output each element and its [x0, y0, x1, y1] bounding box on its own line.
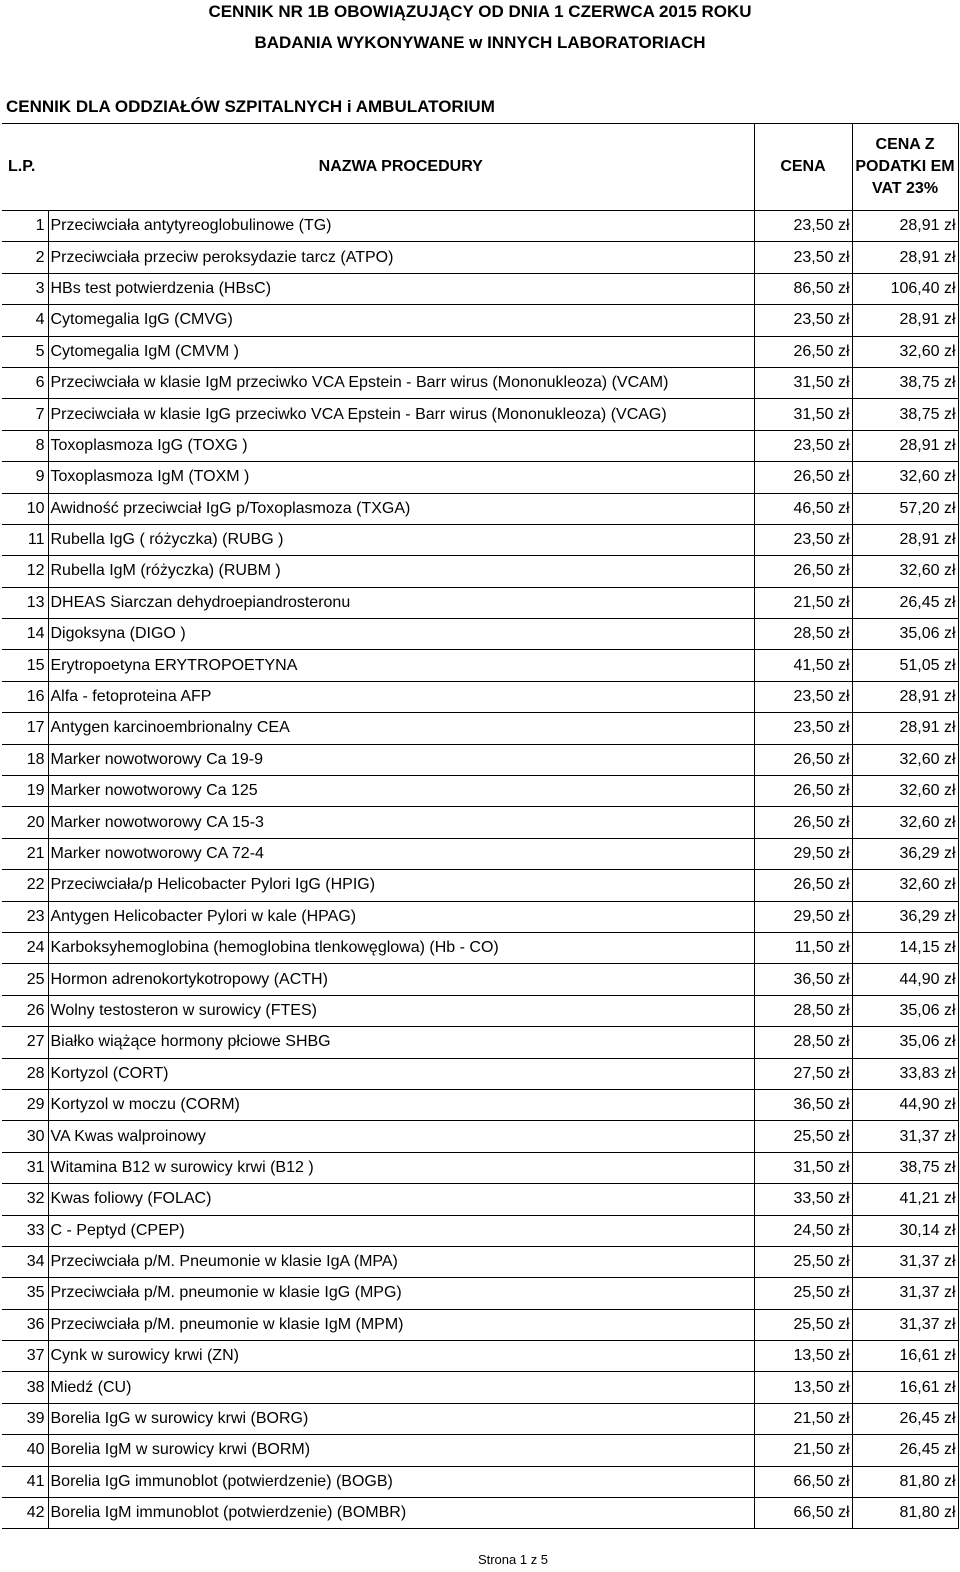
price-with-vat: 38,75 zł: [852, 1152, 958, 1183]
price: 29,50 zł: [754, 838, 852, 869]
row-number: 5: [2, 336, 48, 367]
price: 26,50 zł: [754, 556, 852, 587]
table-row: [2, 744, 958, 775]
row-number: 15: [2, 650, 48, 681]
column-header-price-vat: CENA Z PODATKI EM VAT 23%: [852, 124, 958, 211]
row-number: 11: [2, 524, 48, 555]
price: 28,50 zł: [754, 995, 852, 1026]
price-with-vat: 28,91 zł: [852, 430, 958, 461]
table-row: [2, 1435, 958, 1466]
table-row: [2, 1278, 958, 1309]
price-with-vat: 36,29 zł: [852, 901, 958, 932]
row-number: 27: [2, 1027, 48, 1058]
procedure-name: HBs test potwierdzenia (HBsC): [48, 273, 754, 304]
table-row: [2, 1058, 958, 1089]
price: 31,50 zł: [754, 1152, 852, 1183]
price: 27,50 zł: [754, 1058, 852, 1089]
column-header-name: NAZWA PROCEDURY: [48, 124, 754, 211]
table-row: [2, 619, 958, 650]
table-row: [2, 807, 958, 838]
table-row: [2, 713, 958, 744]
price-with-vat: 35,06 zł: [852, 1027, 958, 1058]
price: 66,50 zł: [754, 1466, 852, 1497]
price: 25,50 zł: [754, 1121, 852, 1152]
price: 26,50 zł: [754, 336, 852, 367]
table-row: [2, 273, 958, 304]
price-with-vat: 32,60 zł: [852, 744, 958, 775]
row-number: 38: [2, 1372, 48, 1403]
price-with-vat: 28,91 zł: [852, 242, 958, 273]
price: 31,50 zł: [754, 399, 852, 430]
price-with-vat: 41,21 zł: [852, 1184, 958, 1215]
price: 21,50 zł: [754, 587, 852, 618]
table-row: [2, 1152, 958, 1183]
row-number: 17: [2, 713, 48, 744]
table-row: [2, 524, 958, 555]
procedure-name: VA Kwas walproinowy: [48, 1121, 754, 1152]
document-title: CENNIK NR 1B OBOWIĄZUJĄCY OD DNIA 1 CZERWCA 2015 ROKU: [208, 2, 752, 21]
price: 33,50 zł: [754, 1184, 852, 1215]
price-with-vat: 31,37 zł: [852, 1246, 958, 1277]
price: 25,50 zł: [754, 1278, 852, 1309]
procedure-name: Kortyzol w moczu (CORM): [48, 1089, 754, 1120]
price: 26,50 zł: [754, 870, 852, 901]
price-with-vat: 51,05 zł: [852, 650, 958, 681]
price: 21,50 zł: [754, 1403, 852, 1434]
procedure-name: Przeciwciała/p Helicobacter Pylori IgG (HPIG): [48, 870, 754, 901]
procedure-name: Rubella IgM (różyczka) (RUBM ): [48, 556, 754, 587]
table-row: [2, 1089, 958, 1120]
row-number: 3: [2, 273, 48, 304]
price-with-vat: 38,75 zł: [852, 367, 958, 398]
table-row: [2, 399, 958, 430]
procedure-name: Erytropoetyna ERYTROPOETYNA: [48, 650, 754, 681]
page-number: Strona 1 z 5: [477, 1552, 549, 1567]
price: 23,50 zł: [754, 713, 852, 744]
procedure-name: Marker nowotworowy Ca 19-9: [48, 744, 754, 775]
row-number: 19: [2, 776, 48, 807]
table-header-row: [2, 124, 958, 211]
price-with-vat: 44,90 zł: [852, 1089, 958, 1120]
price: 36,50 zł: [754, 964, 852, 995]
table-row: [2, 1309, 958, 1340]
table-row: [2, 964, 958, 995]
table-row: [2, 462, 958, 493]
procedure-name: Przeciwciała w klasie IgM przeciwko VCA Epstein - Barr wirus (Mononukleoza) (VCAM): [48, 367, 754, 398]
procedure-name: Przeciwciała w klasie IgG przeciwko VCA Epstein - Barr wirus (Mononukleoza) (VCAG): [48, 399, 754, 430]
price: 46,50 zł: [754, 493, 852, 524]
price: 23,50 zł: [754, 305, 852, 336]
table-row: [2, 556, 958, 587]
table-row: [2, 587, 958, 618]
price-table: [2, 123, 959, 1529]
price: 13,50 zł: [754, 1341, 852, 1372]
procedure-name: Digoksyna (DIGO ): [48, 619, 754, 650]
row-number: 36: [2, 1309, 48, 1340]
price: 26,50 zł: [754, 462, 852, 493]
procedure-name: Antygen Helicobacter Pylori w kale (HPAG): [48, 901, 754, 932]
procedure-name: Witamina B12 w surowicy krwi (B12 ): [48, 1152, 754, 1183]
table-row: [2, 1184, 958, 1215]
procedure-name: Toxoplasmoza IgG (TOXG ): [48, 430, 754, 461]
table-row: [2, 1403, 958, 1434]
price: 11,50 zł: [754, 932, 852, 963]
table-row: [2, 1372, 958, 1403]
price: 23,50 zł: [754, 242, 852, 273]
price: 24,50 zł: [754, 1215, 852, 1246]
row-number: 8: [2, 430, 48, 461]
table-row: [2, 1246, 958, 1277]
price: 31,50 zł: [754, 367, 852, 398]
table-row: [2, 211, 958, 242]
table-row: [2, 242, 958, 273]
price-with-vat: 26,45 zł: [852, 587, 958, 618]
row-number: 2: [2, 242, 48, 273]
price-with-vat: 30,14 zł: [852, 1215, 958, 1246]
procedure-name: Alfa - fetoproteina AFP: [48, 681, 754, 712]
table-row: [2, 1498, 958, 1529]
price-with-vat: 28,91 zł: [852, 524, 958, 555]
price-with-vat: 28,91 zł: [852, 713, 958, 744]
row-number: 21: [2, 838, 48, 869]
procedure-name: DHEAS Siarczan dehydroepiandrosteronu: [48, 587, 754, 618]
price: 26,50 zł: [754, 776, 852, 807]
price: 25,50 zł: [754, 1309, 852, 1340]
row-number: 9: [2, 462, 48, 493]
table-row: [2, 305, 958, 336]
table-row: [2, 367, 958, 398]
price-with-vat: 32,60 zł: [852, 776, 958, 807]
procedure-name: Cytomegalia IgM (CMVM ): [48, 336, 754, 367]
price: 86,50 zł: [754, 273, 852, 304]
table-row: [2, 1466, 958, 1497]
row-number: 20: [2, 807, 48, 838]
table-row: [2, 901, 958, 932]
table-row: [2, 681, 958, 712]
row-number: 32: [2, 1184, 48, 1215]
row-number: 24: [2, 932, 48, 963]
row-number: 39: [2, 1403, 48, 1434]
price-with-vat: 33,83 zł: [852, 1058, 958, 1089]
price-with-vat: 57,20 zł: [852, 493, 958, 524]
procedure-name: Borelia IgM w surowicy krwi (BORM): [48, 1435, 754, 1466]
price: 13,50 zł: [754, 1372, 852, 1403]
price: 26,50 zł: [754, 807, 852, 838]
procedure-name: Przeciwciała p/M. Pneumonie w klasie IgA (MPA): [48, 1246, 754, 1277]
price: 23,50 zł: [754, 430, 852, 461]
procedure-name: Przeciwciała p/M. pneumonie w klasie IgG (MPG): [48, 1278, 754, 1309]
row-number: 42: [2, 1498, 48, 1529]
price-with-vat: 26,45 zł: [852, 1435, 958, 1466]
row-number: 1: [2, 211, 48, 242]
table-row: [2, 1121, 958, 1152]
table-row: [2, 995, 958, 1026]
price: 23,50 zł: [754, 524, 852, 555]
table-row: [2, 870, 958, 901]
row-number: 31: [2, 1152, 48, 1183]
price-with-vat: 35,06 zł: [852, 995, 958, 1026]
procedure-name: Borelia IgM immunoblot (potwierdzenie) (BOMBR): [48, 1498, 754, 1529]
price-with-vat: 16,61 zł: [852, 1372, 958, 1403]
row-number: 18: [2, 744, 48, 775]
price: 29,50 zł: [754, 901, 852, 932]
price-with-vat: 32,60 zł: [852, 556, 958, 587]
price-with-vat: 81,80 zł: [852, 1498, 958, 1529]
price-with-vat: 81,80 zł: [852, 1466, 958, 1497]
procedure-name: Marker nowotworowy CA 15-3: [48, 807, 754, 838]
procedure-name: Wolny testosteron w surowicy (FTES): [48, 995, 754, 1026]
row-number: 30: [2, 1121, 48, 1152]
price-with-vat: 32,60 zł: [852, 462, 958, 493]
table-row: [2, 336, 958, 367]
procedure-name: Hormon adrenokortykotropowy (ACTH): [48, 964, 754, 995]
table-row: [2, 1215, 958, 1246]
price-with-vat: 36,29 zł: [852, 838, 958, 869]
procedure-name: Borelia IgG w surowicy krwi (BORG): [48, 1403, 754, 1434]
procedure-name: Borelia IgG immunoblot (potwierdzenie) (BOGB): [48, 1466, 754, 1497]
column-header-lp: L.P.: [2, 124, 48, 211]
procedure-name: Marker nowotworowy CA 72-4: [48, 838, 754, 869]
row-number: 26: [2, 995, 48, 1026]
row-number: 6: [2, 367, 48, 398]
price-with-vat: 38,75 zł: [852, 399, 958, 430]
column-header-price: CENA: [754, 124, 852, 211]
price-with-vat: 31,37 zł: [852, 1309, 958, 1340]
price-with-vat: 32,60 zł: [852, 870, 958, 901]
price-with-vat: 14,15 zł: [852, 932, 958, 963]
table-row: [2, 838, 958, 869]
row-number: 22: [2, 870, 48, 901]
procedure-name: Kwas foliowy (FOLAC): [48, 1184, 754, 1215]
row-number: 7: [2, 399, 48, 430]
table-row: [2, 776, 958, 807]
procedure-name: Antygen karcinoembrionalny CEA: [48, 713, 754, 744]
procedure-name: Karboksyhemoglobina (hemoglobina tlenkowęglowa) (Hb - CO): [48, 932, 754, 963]
price-with-vat: 31,37 zł: [852, 1278, 958, 1309]
procedure-name: Kortyzol (CORT): [48, 1058, 754, 1089]
table-row: [2, 1341, 958, 1372]
procedure-name: Przeciwciała przeciw peroksydazie tarcz (ATPO): [48, 242, 754, 273]
price-with-vat: 32,60 zł: [852, 807, 958, 838]
row-number: 4: [2, 305, 48, 336]
price-with-vat: 35,06 zł: [852, 619, 958, 650]
row-number: 12: [2, 556, 48, 587]
price: 66,50 zł: [754, 1498, 852, 1529]
price: 28,50 zł: [754, 619, 852, 650]
section-title: CENNIK DLA ODDZIAŁÓW SZPITALNYCH i AMBULATORIUM: [6, 97, 495, 116]
price-with-vat: 28,91 zł: [852, 305, 958, 336]
row-number: 14: [2, 619, 48, 650]
price: 26,50 zł: [754, 744, 852, 775]
price-with-vat: 44,90 zł: [852, 964, 958, 995]
price: 36,50 zł: [754, 1089, 852, 1120]
price: 23,50 zł: [754, 211, 852, 242]
row-number: 25: [2, 964, 48, 995]
row-number: 29: [2, 1089, 48, 1120]
procedure-name: Rubella IgG ( różyczka) (RUBG ): [48, 524, 754, 555]
price: 25,50 zł: [754, 1246, 852, 1277]
procedure-name: Przeciwciała p/M. pneumonie w klasie IgM (MPM): [48, 1309, 754, 1340]
procedure-name: Cytomegalia IgG (CMVG): [48, 305, 754, 336]
price-with-vat: 28,91 zł: [852, 681, 958, 712]
procedure-name: Awidność przeciwciał IgG p/Toxoplasmoza (TXGA): [48, 493, 754, 524]
row-number: 16: [2, 681, 48, 712]
procedure-name: Cynk w surowicy krwi (ZN): [48, 1341, 754, 1372]
table-row: [2, 430, 958, 461]
procedure-name: C - Peptyd (CPEP): [48, 1215, 754, 1246]
row-number: 37: [2, 1341, 48, 1372]
table-row: [2, 493, 958, 524]
price: 23,50 zł: [754, 681, 852, 712]
table-row: [2, 650, 958, 681]
row-number: 23: [2, 901, 48, 932]
document-subtitle: BADANIA WYKONYWANE w INNYCH LABORATORIACH: [254, 33, 706, 52]
price-with-vat: 26,45 zł: [852, 1403, 958, 1434]
row-number: 35: [2, 1278, 48, 1309]
table-row: [2, 932, 958, 963]
row-number: 34: [2, 1246, 48, 1277]
procedure-name: Toxoplasmoza IgM (TOXM ): [48, 462, 754, 493]
price-with-vat: 106,40 zł: [852, 273, 958, 304]
procedure-name: Marker nowotworowy Ca 125: [48, 776, 754, 807]
row-number: 10: [2, 493, 48, 524]
procedure-name: Białko wiążące hormony płciowe SHBG: [48, 1027, 754, 1058]
price-with-vat: 28,91 zł: [852, 211, 958, 242]
row-number: 40: [2, 1435, 48, 1466]
price: 21,50 zł: [754, 1435, 852, 1466]
price: 28,50 zł: [754, 1027, 852, 1058]
row-number: 13: [2, 587, 48, 618]
row-number: 33: [2, 1215, 48, 1246]
table-row: [2, 1027, 958, 1058]
price-with-vat: 16,61 zł: [852, 1341, 958, 1372]
row-number: 28: [2, 1058, 48, 1089]
procedure-name: Przeciwciała antytyreoglobulinowe (TG): [48, 211, 754, 242]
price: 41,50 zł: [754, 650, 852, 681]
price-with-vat: 32,60 zł: [852, 336, 958, 367]
row-number: 41: [2, 1466, 48, 1497]
price-with-vat: 31,37 zł: [852, 1121, 958, 1152]
procedure-name: Miedź (CU): [48, 1372, 754, 1403]
